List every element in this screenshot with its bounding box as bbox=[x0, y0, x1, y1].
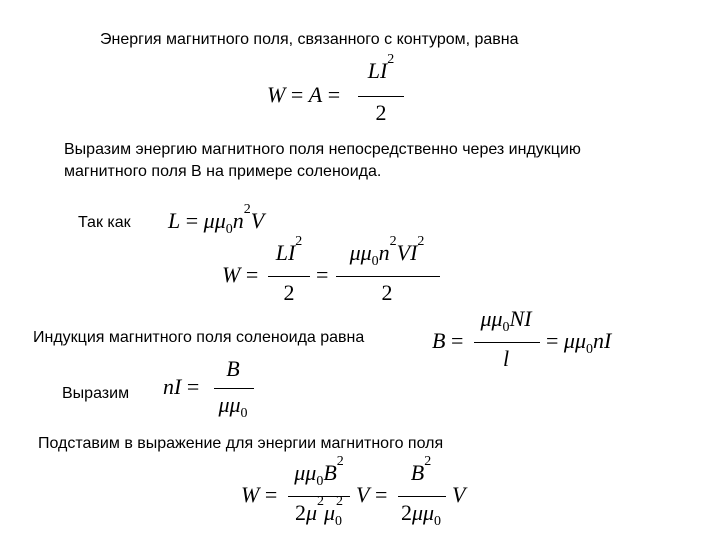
text-energy-of-circuit: Энергия магнитного поля, связанного с контуром, равна bbox=[100, 31, 519, 48]
text-express: Выразим bbox=[62, 385, 130, 402]
text-substitute: Подставим в выражение для энергии магнитного поля bbox=[38, 435, 444, 452]
text-solenoid-induction: Индукция магнитного поля соленоида равна bbox=[33, 329, 365, 346]
text-solenoid-example: магнитного поля B на примере соленоида. bbox=[64, 163, 382, 180]
text-express-energy: Выразим энергию магнитного поля непосредственно через индукцию bbox=[64, 141, 581, 158]
text-since: Так как bbox=[78, 214, 131, 231]
